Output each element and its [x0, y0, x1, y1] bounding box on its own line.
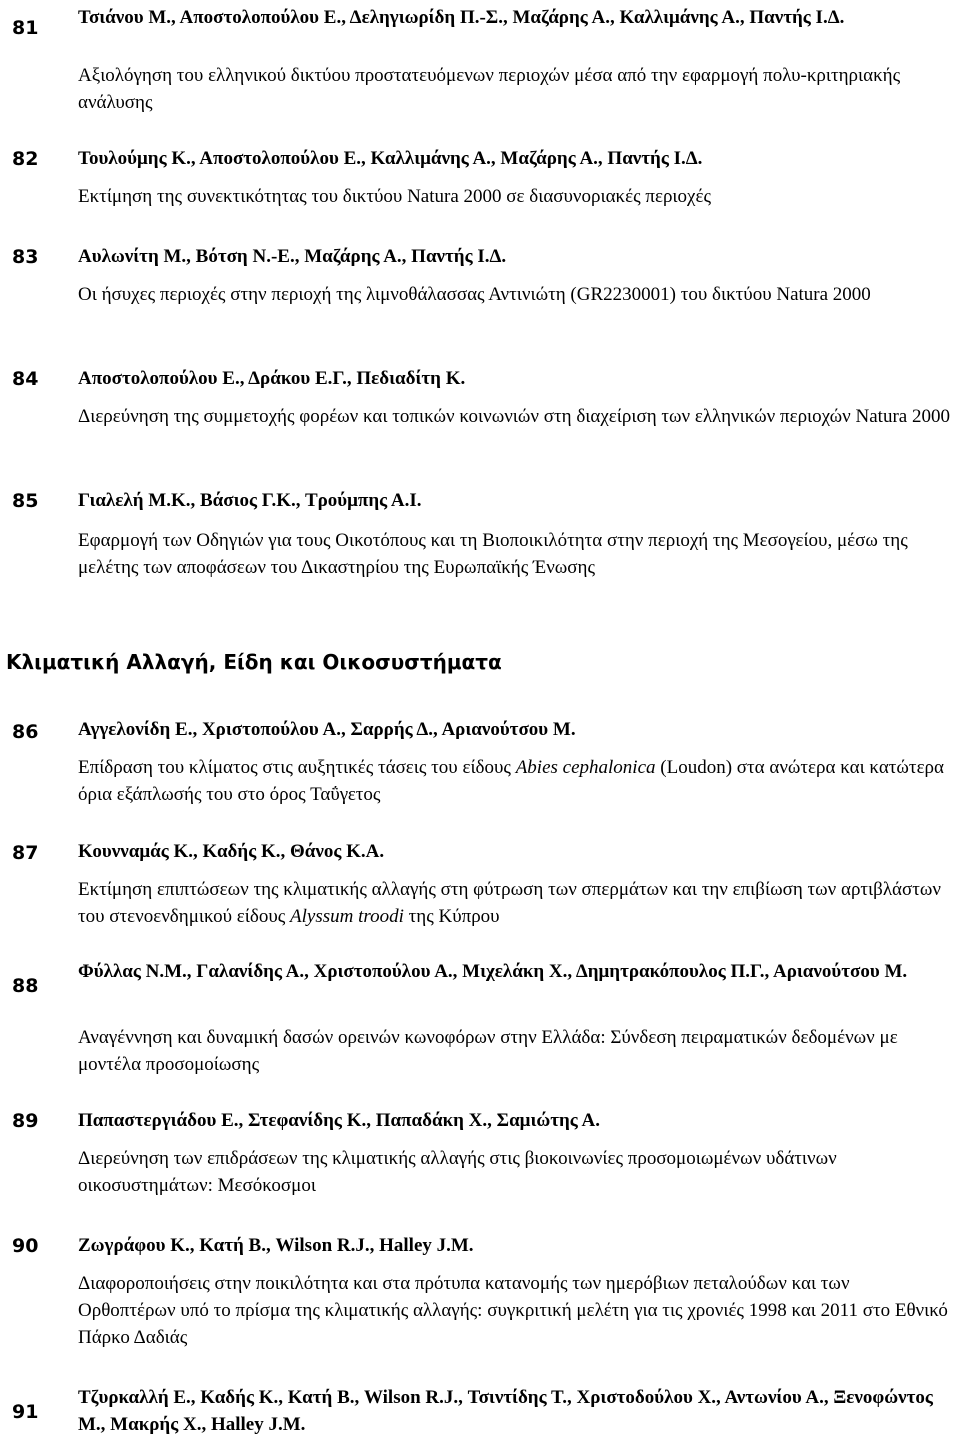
entry-number: 88 — [12, 975, 39, 997]
title-text-before: Επίδραση του κλίματος στις αυξητικές τάσεις του είδους — [78, 757, 516, 778]
entry-number: 91 — [12, 1401, 39, 1423]
entry-authors: Παπαστεργιάδου Ε., Στεφανίδης Κ., Παπαδάκη Χ., Σαμιώτης Α. — [78, 1110, 600, 1131]
species-name: Abies cephalonica — [515, 757, 656, 778]
entry-authors: Αγγελονίδη Ε., Χριστοπούλου Α., Σαρρής Δ., Αριανούτσου Μ. — [78, 719, 576, 740]
entry-number: 85 — [12, 490, 39, 512]
entry-authors: Κουνναμάς Κ., Καδής Κ., Θάνος Κ.Α. — [78, 841, 385, 862]
section-heading: Κλιματική Αλλαγή, Είδη και Οικοσυστήματα — [6, 650, 502, 674]
title-text-after: (Loudon) στα ανώτερα και κατώτερα όρια εξάπλωσής του στο όρος Ταΰγετος — [78, 757, 944, 805]
entry-number: 84 — [12, 368, 39, 390]
entry-title: Εκτίμηση της συνεκτικότητας του δικτύου Natura 2000 σε διασυνοριακές περιοχές — [78, 186, 711, 207]
title-text-before: Εκτίμηση επιπτώσεων της κλιματικής αλλαγής στη φύτρωση των σπερμάτων και την επιβίωση των αρτιβλάστων του στενοενδημικού είδους — [78, 879, 941, 927]
entry-title: Διερεύνηση της συμμετοχής φορέων και τοπικών κοινωνιών στη διαχείριση των ελληνικών περιοχών Natura 2000 — [78, 406, 950, 427]
entry-authors: Γιαλελή Μ.Κ., Βάσιος Γ.Κ., Τρούμπης Α.Ι. — [78, 490, 422, 511]
entry-authors: Φύλλας Ν.Μ., Γαλανίδης Α., Χριστοπούλου Α., Μιχελάκη Χ., Δημητρακόπουλος Π.Γ., Αριανούτσου Μ. — [78, 961, 908, 982]
species-name: Alyssum troodi — [290, 906, 404, 927]
entry-authors: Αποστολοπούλου Ε., Δράκου Ε.Γ., Πεδιαδίτη Κ. — [78, 368, 466, 389]
entry-number: 87 — [12, 842, 39, 864]
entry-title — [78, 876, 950, 930]
entry-title — [78, 754, 950, 808]
entry-title: Αναγέννηση και δυναμική δασών ορεινών κωνοφόρων στην Ελλάδα: Σύνδεση πειραματικών δεδομένων με μοντέλα προσομοίωσης — [78, 1027, 898, 1075]
entry-title: Αξιολόγηση του ελληνικού δικτύου προστατευόμενων περιοχών μέσα από την εφαρμογή πολυ-κριτηριακής ανάλυσης — [78, 65, 901, 113]
entry-number: 81 — [12, 17, 39, 39]
entry-authors: Τουλούμης Κ., Αποστολοπούλου Ε., Καλλιμάνης Α., Μαζάρης Α., Παντής Ι.Δ. — [78, 148, 703, 169]
entry-number: 82 — [12, 148, 39, 170]
entry-number: 83 — [12, 246, 39, 268]
entry-authors: Αυλωνίτη Μ., Βότση Ν.-Ε., Μαζάρης Α., Παντής Ι.Δ. — [78, 246, 507, 267]
entry-number: 89 — [12, 1110, 39, 1132]
entry-authors: Τζυρκαλλή Ε., Καδής Κ., Κατή Β., Wilson R.J., Τσιντίδης Τ., Χριστοδούλου Χ., Αντωνίου Α., Ξενοφώντος Μ., Μακρής Χ., Halley J.M. — [78, 1387, 933, 1435]
title-text-after: της Κύπρου — [403, 906, 500, 927]
entry-title: Οι ήσυχες περιοχές στην περιοχή της λιμνοθάλασσας Αντινιώτη (GR2230001) του δικτύου Natura 2000 — [78, 284, 871, 305]
entry-number: 90 — [12, 1235, 39, 1257]
entry-authors: Τσιάνου Μ., Αποστολοπούλου Ε., Δεληγιωρίδη Π.-Σ., Μαζάρης Α., Καλλιμάνης Α., Παντής Ι.Δ. — [78, 7, 845, 28]
entry-title: Εφαρμογή των Οδηγιών για τους Οικοτόπους και τη Βιοποικιλότητα στην περιοχή της Μεσογείου, μέσω της μελέτης των αποφάσεων του Δικαστηρίου της Ευρωπαϊκής Ένωσης — [78, 530, 908, 578]
entry-number: 86 — [12, 721, 39, 743]
entry-title: Διαφοροποιήσεις στην ποικιλότητα και στα πρότυπα κατανομής των ημερόβιων πεταλούδων και των Ορθοπτέρων υπό το πρίσμα της κλιματικής αλλαγής: συγκριτική μελέτη για τις χρονιές 1998 και 2011 στο Εθνικό Πάρκο Δαδιάς — [78, 1273, 948, 1348]
entry-title: Διερεύνηση των επιδράσεων της κλιματικής αλλαγής στις βιοκοινωνίες προσομοιωμένων υδάτινων οικοσυστημάτων: Μεσόκοσμοι — [78, 1148, 837, 1196]
entry-authors: Ζωγράφου Κ., Κατή Β., Wilson R.J., Halley J.M. — [78, 1235, 474, 1256]
